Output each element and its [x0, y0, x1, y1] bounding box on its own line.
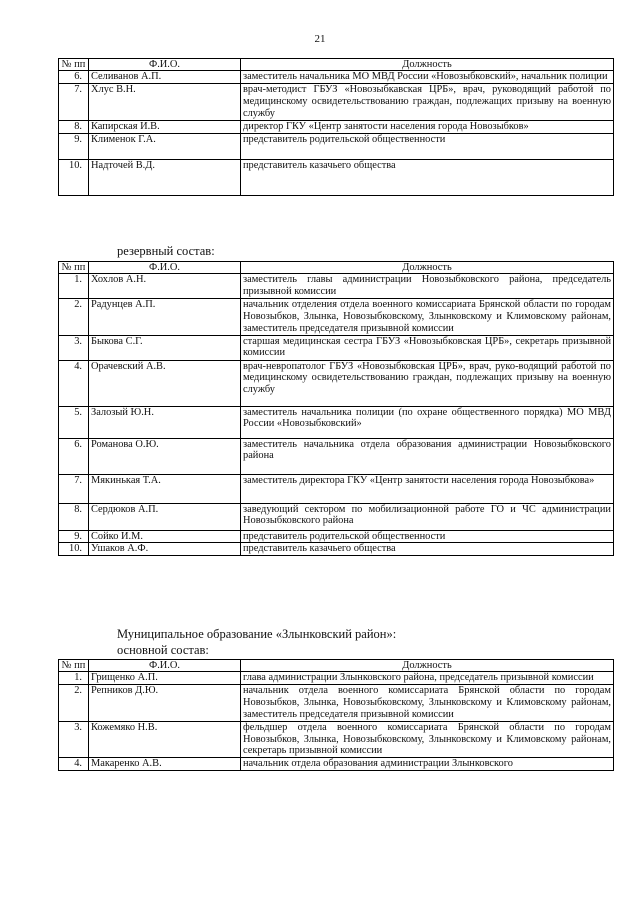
table-row — [59, 83, 614, 120]
row-number: 3. — [59, 721, 89, 758]
table-row — [59, 684, 614, 721]
person-position: врач-невропатолог ГБУЗ «Новозыбковская ЦРБ», врач, руко-водящий работой по медицинскому освидетельствованию граждан, подлежащих призыву на военную службу — [241, 360, 614, 406]
person-position: представитель казачьего общества — [241, 543, 614, 556]
table-header-row — [59, 660, 614, 672]
page-number: 21 — [314, 33, 326, 45]
person-name: Репников Д.Ю. — [89, 684, 241, 721]
person-position: врач-методист ГБУЗ «Новозыбкавская ЦРБ», врач, руководящий работой по медицинскому освидетельствованию граждан, подлежащих призыву на военную службу — [241, 83, 614, 120]
row-number: 2. — [59, 298, 89, 335]
row-number: 1. — [59, 274, 89, 299]
person-name: Грищенко А.П. — [89, 672, 241, 685]
table-row — [59, 120, 614, 133]
table-header-row — [59, 59, 614, 71]
header-num: № пп — [59, 262, 89, 274]
person-position: глава администрации Злынковского района, председатель призывной комиссии — [241, 672, 614, 685]
person-position: представитель родительской общественности — [241, 530, 614, 543]
person-name: Надточей В.Д. — [89, 159, 241, 195]
table-row — [59, 71, 614, 84]
commission-table-reserve — [58, 261, 614, 556]
person-position: заместитель начальника отдела образования администрации Новозыбковского района — [241, 438, 614, 474]
table-row — [59, 360, 614, 406]
table-row — [59, 721, 614, 758]
table-row — [59, 133, 614, 159]
person-position: фельдшер отдела военного комиссариата Брянской области по городам Новозыбков, Злынка, Новозыбковскому, Злынковскому и Климовскому районам, секретарь призывной комиссии — [241, 721, 614, 758]
row-number: 2. — [59, 684, 89, 721]
person-name: Орачевский А.В. — [89, 360, 241, 406]
table-row — [59, 159, 614, 195]
table-row — [59, 758, 614, 771]
row-number: 4. — [59, 360, 89, 406]
header-position: Должность — [241, 262, 614, 274]
person-position: начальник отдела военного комиссариата Брянской области по городам Новозыбков, Злынка, Новозыбковскому, Злынковскому и Климовскому районам, заместитель председателя призывной комиссии — [241, 684, 614, 721]
row-number: 1. — [59, 672, 89, 685]
person-position: представитель казачьего общества — [241, 159, 614, 195]
person-position: заместитель начальника МО МВД России «Новозыбковский», начальник полиции — [241, 71, 614, 84]
person-position: представитель родительской общественности — [241, 133, 614, 159]
header-name: Ф.И.О. — [89, 660, 241, 672]
person-name: Хлус В.Н. — [89, 83, 241, 120]
header-position: Должность — [241, 660, 614, 672]
row-number: 10. — [59, 543, 89, 556]
person-name: Макаренко А.В. — [89, 758, 241, 771]
row-number: 10. — [59, 159, 89, 195]
table-row — [59, 274, 614, 299]
person-name: Быкова С.Г. — [89, 335, 241, 360]
person-name: Капирская И.В. — [89, 120, 241, 133]
table-row — [59, 530, 614, 543]
row-number: 6. — [59, 438, 89, 474]
table-row — [59, 474, 614, 503]
row-number: 9. — [59, 133, 89, 159]
main-composition-heading: основной состав: — [117, 643, 209, 657]
person-position: заместитель начальника полиции (по охране общественного порядка) МО МВД России «Новозыбковский» — [241, 406, 614, 438]
header-num: № пп — [59, 660, 89, 672]
person-name: Ушаков А.Ф. — [89, 543, 241, 556]
person-name: Селиванов А.П. — [89, 71, 241, 84]
table-header-row — [59, 262, 614, 274]
row-number: 8. — [59, 503, 89, 530]
commission-table-main-continued — [58, 58, 614, 196]
person-position: старшая медицинская сестра ГБУЗ «Новозыбковская ЦРБ», секретарь призывной комиссии — [241, 335, 614, 360]
row-number: 6. — [59, 71, 89, 84]
person-name: Клименок Г.А. — [89, 133, 241, 159]
person-position: директор ГКУ «Центр занятости населения города Новозыбков» — [241, 120, 614, 133]
person-position: заведующий сектором по мобилизационной работе ГО и ЧС администрации Новозыбковского района — [241, 503, 614, 530]
person-position: заместитель директора ГКУ «Центр занятости населения города Новозыбкова» — [241, 474, 614, 503]
table-row — [59, 298, 614, 335]
row-number: 7. — [59, 83, 89, 120]
row-number: 5. — [59, 406, 89, 438]
table-row — [59, 335, 614, 360]
person-position: начальник отдела образования администрации Злынковского — [241, 758, 614, 771]
table-row — [59, 672, 614, 685]
header-num: № пп — [59, 59, 89, 71]
table-row — [59, 406, 614, 438]
person-name: Романова О.Ю. — [89, 438, 241, 474]
header-position: Должность — [241, 59, 614, 71]
person-name: Залозый Ю.Н. — [89, 406, 241, 438]
header-name: Ф.И.О. — [89, 59, 241, 71]
person-name: Кожемяко Н.В. — [89, 721, 241, 758]
person-name: Хохлов А.Н. — [89, 274, 241, 299]
person-position: заместитель главы администрации Новозыбковского района, председатель призывной комиссии — [241, 274, 614, 299]
table-row — [59, 503, 614, 530]
person-name: Сердюков А.П. — [89, 503, 241, 530]
table-row — [59, 543, 614, 556]
row-number: 4. — [59, 758, 89, 771]
row-number: 9. — [59, 530, 89, 543]
commission-table-zlynka — [58, 659, 614, 771]
municipality-heading: Муниципальное образование «Злынковский район»: — [117, 627, 397, 641]
row-number: 7. — [59, 474, 89, 503]
person-name: Сойко И.М. — [89, 530, 241, 543]
person-name: Мякинькая Т.А. — [89, 474, 241, 503]
reserve-heading: резервный состав: — [117, 244, 215, 258]
header-name: Ф.И.О. — [89, 262, 241, 274]
row-number: 8. — [59, 120, 89, 133]
row-number: 3. — [59, 335, 89, 360]
person-position: начальник отделения отдела военного комиссариата Брянской области по городам Новозыбков, Злынка, Новозыбковскому, Злынковскому и Климовскому районам, заместитель председателя призывной комиссии — [241, 298, 614, 335]
person-name: Радунцев А.П. — [89, 298, 241, 335]
table-row — [59, 438, 614, 474]
